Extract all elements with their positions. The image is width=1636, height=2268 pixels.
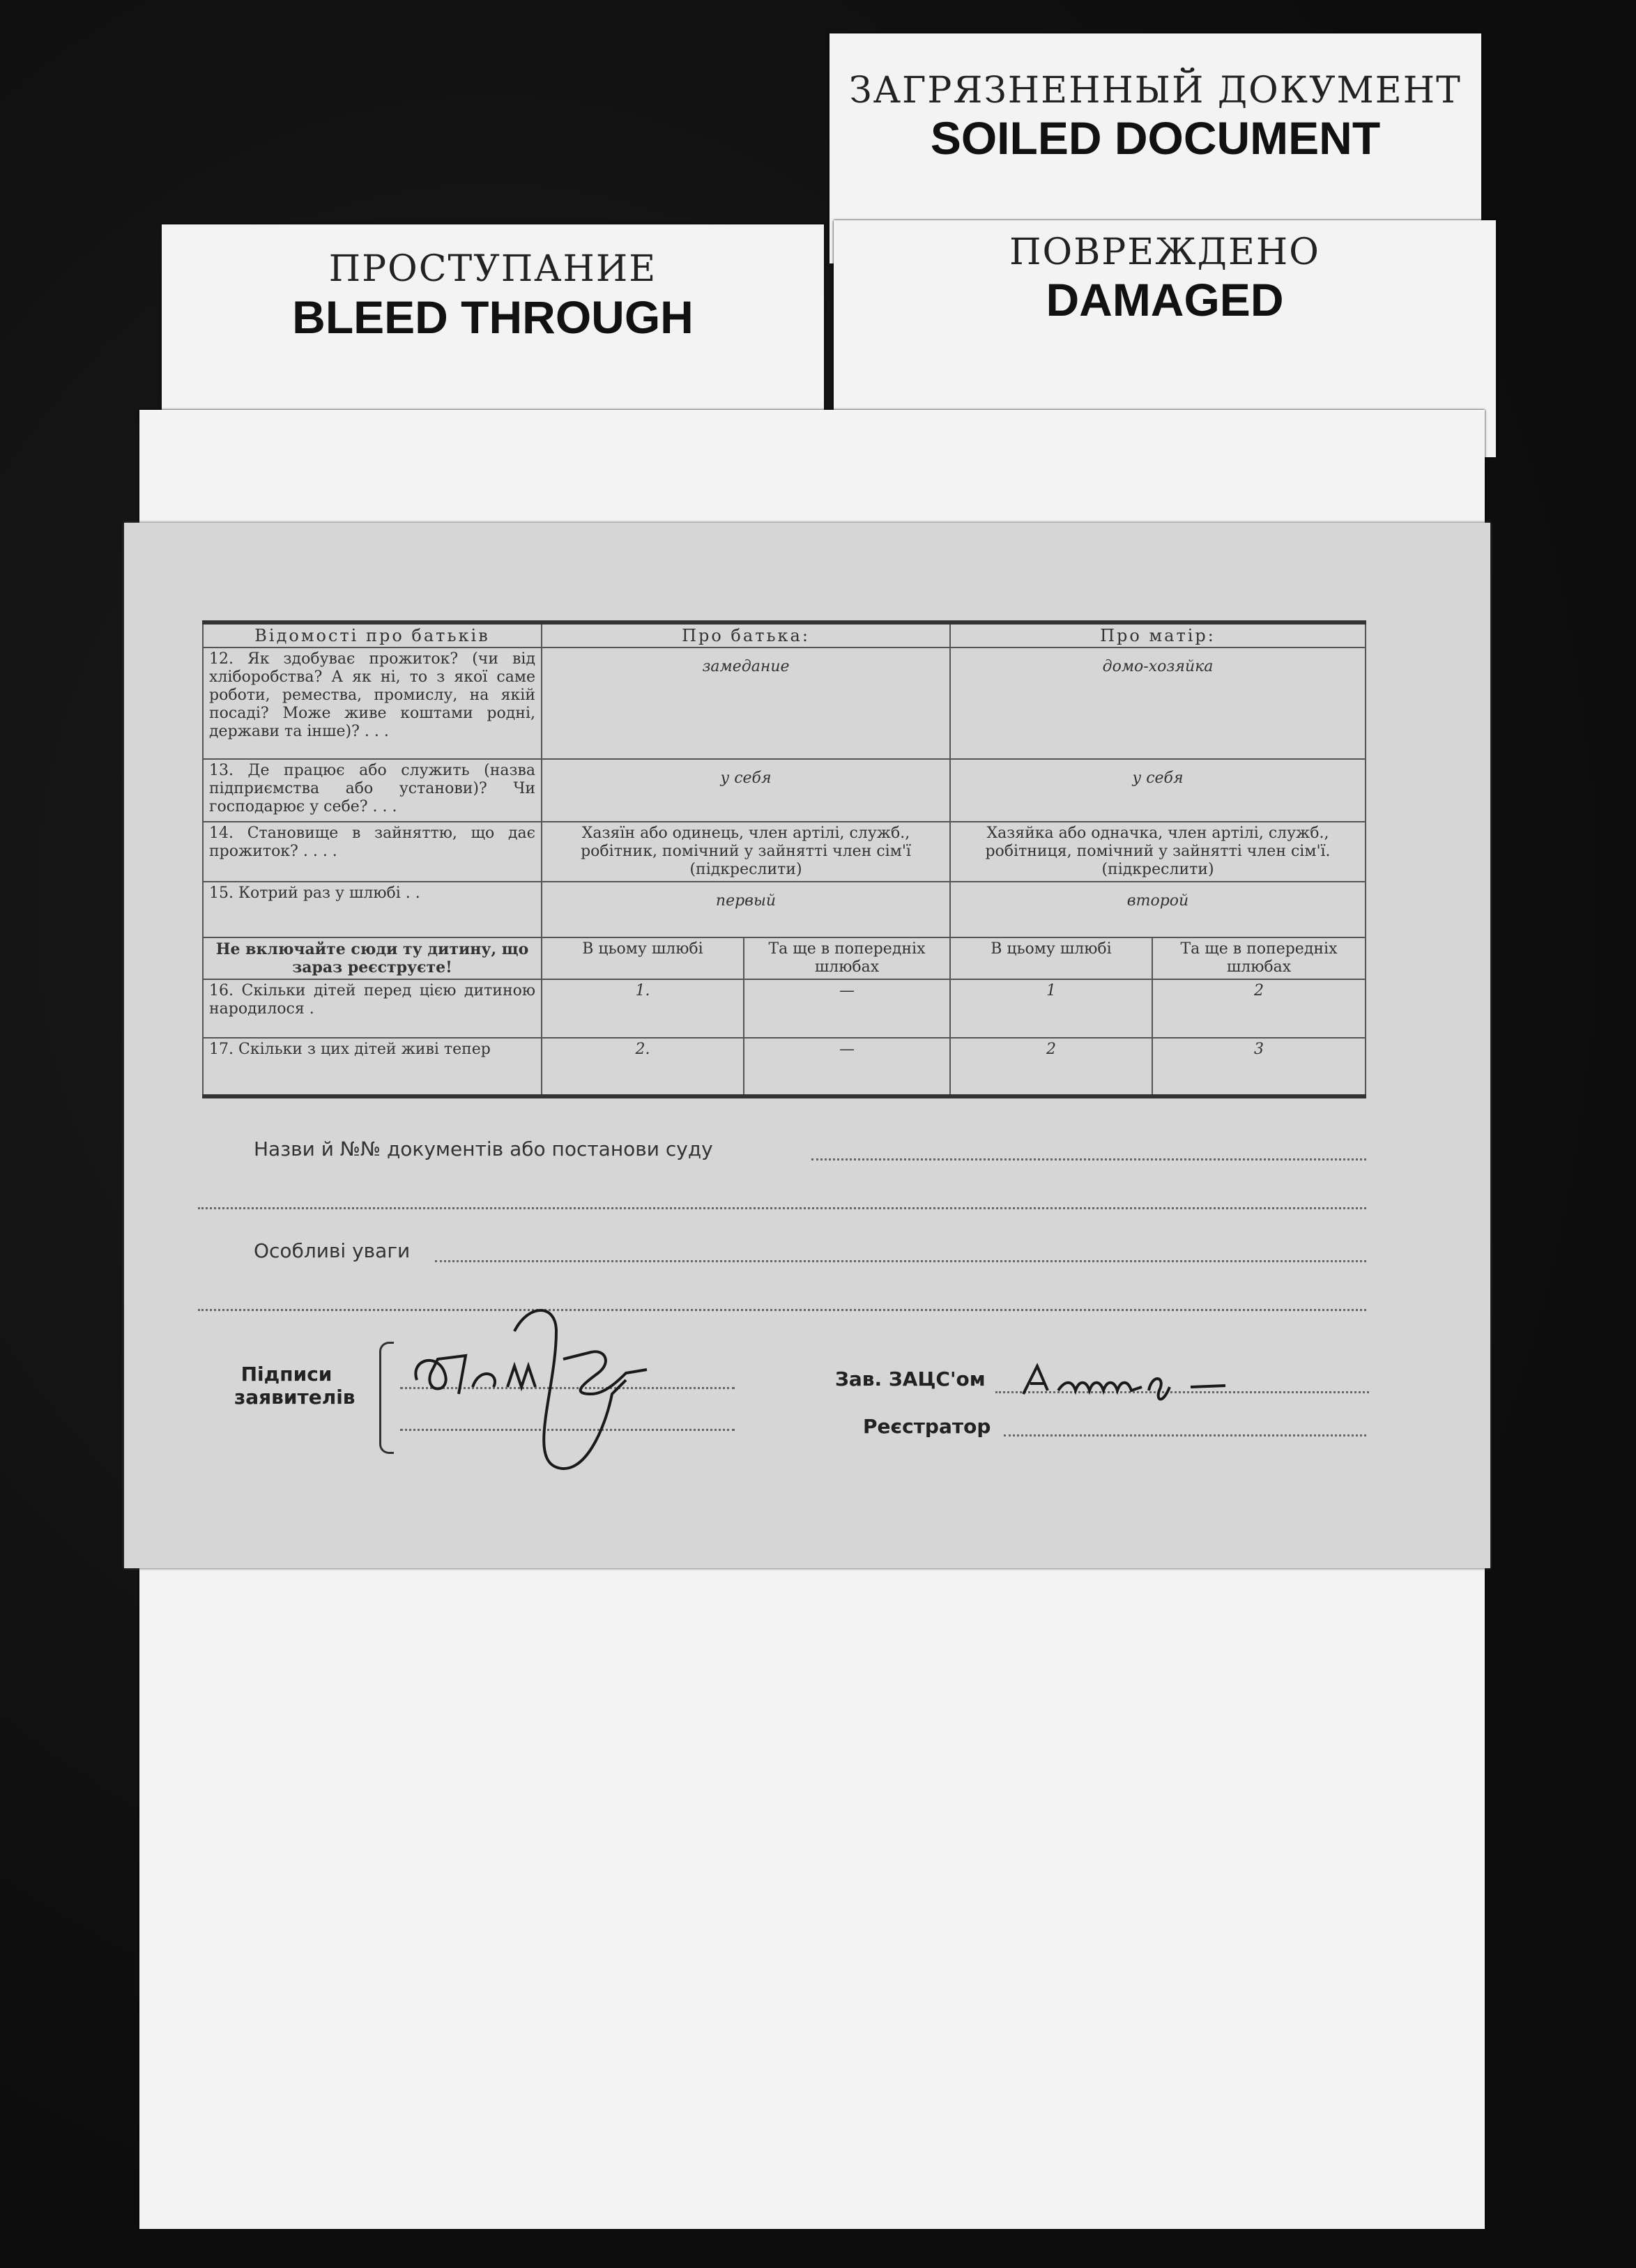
table-row [203, 648, 1366, 759]
question-17: 17. Скільки з цих дітей живі тепер [203, 1038, 542, 1096]
table-row [203, 822, 1366, 882]
sub-mother-this-marriage: В цьому шлюбі [950, 937, 1152, 979]
special-notes-line-2 [198, 1309, 1366, 1311]
applicant-signature [396, 1275, 772, 1485]
children-alive-father-prev: — [744, 1038, 950, 1096]
head-label: Зав. ЗАЦС'ом [835, 1367, 986, 1390]
signatures-label-line2: заявителів [234, 1386, 356, 1409]
question-15: 15. Котрий раз у шлюбі . . [203, 882, 542, 937]
signatures-label [234, 1363, 356, 1409]
soiled-ru-label: ЗАГРЯЗНЕННЫЙ ДОКУМЕНТ [849, 70, 1462, 112]
question-14: 14. Становище в зайняттю, що дає прожиток? . . . . [203, 822, 542, 882]
table-subheader-row [203, 937, 1366, 979]
sub-father-this-marriage: В цьому шлюбі [542, 937, 744, 979]
header-mother: Про матір: [950, 622, 1366, 648]
father-workplace: у себя [542, 759, 950, 822]
head-signature [1016, 1352, 1253, 1408]
children-alive-mother-prev: 3 [1152, 1038, 1366, 1096]
children-born-mother-prev: 2 [1152, 979, 1366, 1038]
table-header-row [203, 622, 1366, 648]
mother-occupation-options: Хазяйка або одначка, член артілі, служб., робітниця, помічний у зайнятті член сім'ї. (підкреслити) [950, 822, 1366, 882]
children-alive-father-this: 2. [542, 1038, 744, 1096]
table-row [203, 759, 1366, 822]
damaged-ru-label: ПОВРЕЖДЕНО [1009, 231, 1320, 273]
documents-line [811, 1158, 1366, 1160]
children-born-father-this: 1. [542, 979, 744, 1038]
parents-info-table [202, 620, 1366, 1098]
table-row [203, 1038, 1366, 1096]
signatures-label-line1: Підписи [240, 1363, 332, 1386]
father-livelihood: замедание [542, 648, 950, 759]
exclusion-note: Не включайте сюди ту дитину, що зараз реєструєте! [203, 937, 542, 979]
damaged-en-label: DAMAGED [1046, 274, 1284, 325]
question-12: 12. Як здобуває прожиток? (чи від хліборобства? А як ні, то з якої саме роботи, ремества, промислу, на якій посаді? Може живе коштами родні, держави та інше)? . . . [203, 648, 542, 759]
children-alive-mother-this: 2 [950, 1038, 1152, 1096]
sub-father-previous: Та ще в попередніх шлюбах [744, 937, 950, 979]
mother-livelihood: домо-хозяйка [950, 648, 1366, 759]
special-notes-line [435, 1260, 1366, 1262]
father-occupation-options: Хазяїн або одинець, член артілі, служб., робітник, помічний у зайнятті член сім'ї (підкреслити) [542, 822, 950, 882]
question-13: 13. Де працює або служить (назва підприємства або установи)? Чи господарює у себе? . . . [203, 759, 542, 822]
mother-workplace: у себя [950, 759, 1366, 822]
table-row [203, 979, 1366, 1038]
registrar-label: Реєстратор [863, 1415, 991, 1438]
question-16: 16. Скільки дітей перед цією дитиною народилося . [203, 979, 542, 1038]
header-parents-info: Відомості про батьків [203, 622, 542, 648]
registration-form [124, 523, 1490, 1568]
bleed-ru-label: ПРОСТУПАНИЕ [328, 248, 657, 290]
registrar-signature-line [1004, 1434, 1366, 1436]
signature-bracket [379, 1342, 394, 1454]
documents-label: Назви й №№ документів або постанови суду [254, 1137, 713, 1160]
children-born-father-prev: — [744, 979, 950, 1038]
bleed-en-label: BLEED THROUGH [292, 291, 694, 343]
documents-line-2 [198, 1207, 1366, 1209]
form-content [202, 620, 1365, 1098]
children-born-mother-this: 1 [950, 979, 1152, 1038]
soiled-en-label: SOILED DOCUMENT [930, 112, 1381, 164]
sub-mother-previous: Та ще в попередніх шлюбах [1152, 937, 1366, 979]
father-marriage-count: первый [542, 882, 950, 937]
table-row [203, 882, 1366, 937]
special-notes-label: Особливі уваги [254, 1239, 411, 1262]
header-father: Про батька: [542, 622, 950, 648]
mother-marriage-count: второй [950, 882, 1366, 937]
